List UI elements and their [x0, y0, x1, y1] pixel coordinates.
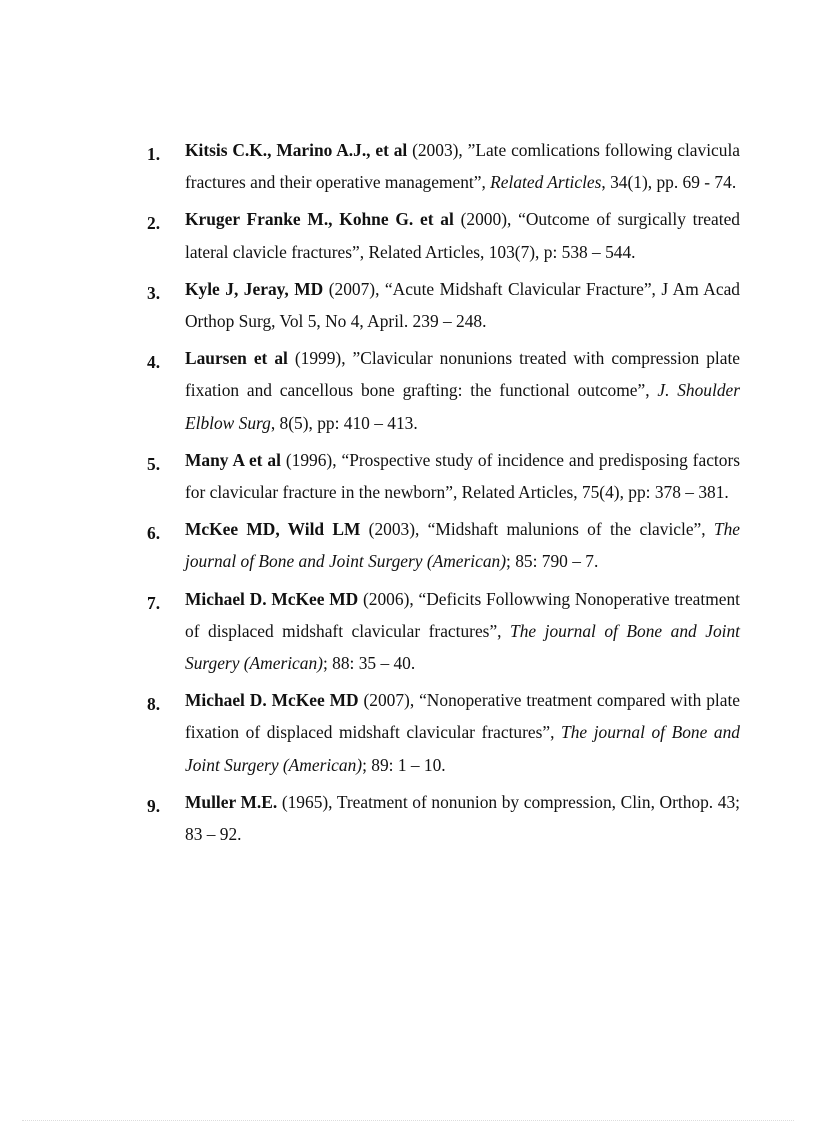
reference-item	[144, 134, 740, 198]
page-bottom-divider	[22, 1120, 794, 1121]
reference-authors: McKee MD, Wild LM	[185, 519, 361, 540]
reference-text: (2003), “Midshaft malunions of the clavicle”,	[360, 519, 714, 540]
reference-authors: Kitsis C.K., Marino A.J., et al	[185, 140, 408, 160]
reference-number: 3.	[147, 282, 161, 303]
reference-text: (1999), ”Clavicular nonunions treated with compression plate fixation and cancellous bone grafting: the functional outcome”,	[185, 348, 741, 401]
reference-text-end: ; 88: 35 – 40.	[322, 653, 416, 674]
reference-number: 2.	[147, 213, 161, 234]
reference-authors: Michael D. McKee MD	[185, 588, 359, 609]
reference-authors: Kyle J, Jeray, MD	[185, 278, 324, 299]
reference-item	[144, 684, 740, 781]
reference-journal: The journal of Bone and Joint Surgery (American)	[185, 519, 740, 572]
reference-text-end: ; 89: 1 – 10.	[362, 754, 446, 775]
reference-number: 4.	[147, 352, 161, 373]
reference-text: (2006), “Deficits Followwing Nonoperative treatment of displaced midshaft clavicular fractures”,	[185, 588, 740, 641]
reference-item	[144, 513, 740, 577]
reference-authors: Kruger Franke M., Kohne G. et al	[185, 209, 454, 230]
reference-journal: The journal of Bone and Joint Surgery (American)	[185, 620, 741, 674]
reference-number: 5.	[147, 453, 161, 474]
reference-item	[144, 583, 740, 680]
reference-authors: Michael D. McKee MD	[185, 690, 359, 711]
reference-authors: Laursen et al	[185, 348, 288, 369]
reference-journal: The journal of Bone and Joint Surgery (American)	[185, 722, 740, 775]
reference-authors: Muller M.E.	[185, 791, 278, 812]
reference-item	[144, 342, 740, 439]
reference-number: 1.	[147, 144, 161, 164]
reference-text: (1965), Treatment of nonunion by compression, Clin, Orthop. 43; 83 – 92.	[185, 791, 740, 845]
reference-text-end: , 34(1), pp. 69 - 74.	[601, 172, 737, 193]
reference-text: (1996), “Prospective study of incidence and predisposing factors for clavicular fracture in the newborn”, Related Articles, 75(4), pp: 378 – 381.	[185, 449, 741, 503]
reference-text-end: ; 85: 790 – 7.	[506, 551, 599, 572]
reference-number: 6.	[147, 523, 161, 544]
reference-item	[144, 273, 740, 337]
reference-text-end: , 8(5), pp: 410 – 413.	[270, 412, 418, 433]
reference-item	[144, 444, 740, 508]
reference-text: (2003), ”Late comlications following clavicula fractures and their operative management”,	[185, 140, 740, 193]
reference-journal: J. Shoulder Elblow Surg	[185, 380, 740, 433]
reference-number: 8.	[147, 694, 161, 715]
reference-text: (2007), “Nonoperative treatment compared with plate fixation of displaced midshaft clavicular fractures”,	[185, 690, 741, 743]
reference-journal: Related Articles	[490, 172, 602, 193]
reference-list	[144, 134, 740, 855]
reference-item	[144, 203, 740, 267]
reference-authors: Many A et al	[185, 449, 281, 470]
reference-text: (2007), “Acute Midshaft Clavicular Fracture”, J Am Acad Orthop Surg, Vol 5, No 4, April. 239 – 248.	[185, 278, 740, 332]
reference-text: (2000), “Outcome of surgically treated lateral clavicle fractures”, Related Articles, 103(7), p: 538 – 544.	[185, 209, 740, 262]
reference-number: 9.	[147, 795, 161, 816]
reference-number: 7.	[147, 592, 161, 613]
reference-item	[144, 786, 740, 850]
